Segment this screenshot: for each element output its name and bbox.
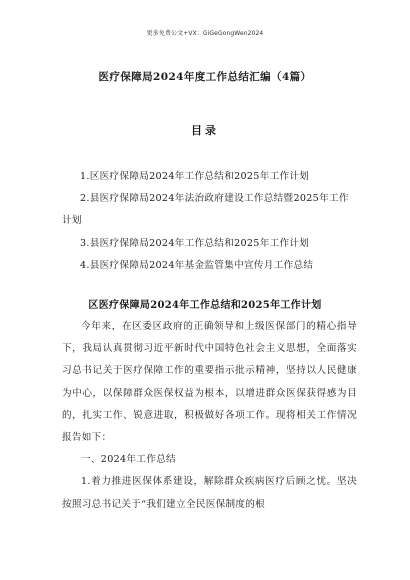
subsection-heading: 一、2024年工作总结 bbox=[81, 454, 176, 466]
header-note: 更多免费公文+VX：GiGeGongWen2024 bbox=[146, 30, 264, 37]
toc-heading: 目录 bbox=[191, 124, 219, 137]
table-of-contents bbox=[62, 166, 357, 277]
toc-item-1[interactable]: 1.区医疗保障局2024年工作总结和2025年工作计划 bbox=[80, 171, 310, 182]
toc-item-4[interactable]: 4.县医疗保障局2024年基金监管集中宣传月工作总结 bbox=[80, 259, 314, 271]
document-title: 医疗保障局2024年度工作总结汇编（4篇） bbox=[98, 71, 312, 83]
section-title: 区医疗保障局2024年工作总结和2025年工作计划 bbox=[88, 300, 322, 311]
toc-item-3[interactable]: 3.县医疗保障局2024年工作总结和2025年工作计划 bbox=[80, 237, 310, 249]
body-paragraph: 1.着力推进医保体系建设，解除群众疾病医疗后顾之忧。坚决按照习总书记关于“我们建立全民医保制度的根 bbox=[62, 476, 357, 510]
section-body bbox=[62, 316, 357, 516]
toc-item-2[interactable]: 2.县医疗保障局2024年法治政府建设工作总结暨2025年工作计划 bbox=[62, 193, 349, 227]
intro-paragraph: 今年来，在区委区政府的正确领导和上级医保部门的精心指导下，我局认真贯彻习近平新时代中国特色社会主义思想，全面落实习总书记关于医疗保障工作的重要指示批示精神，坚持以人民健康为中心，以保障群众医保权益为根本，以增进群众医保获得感为目的，扎实工作、锐意进取，积极做好各项工作。现将相关工作情况报告如下： bbox=[62, 321, 357, 444]
